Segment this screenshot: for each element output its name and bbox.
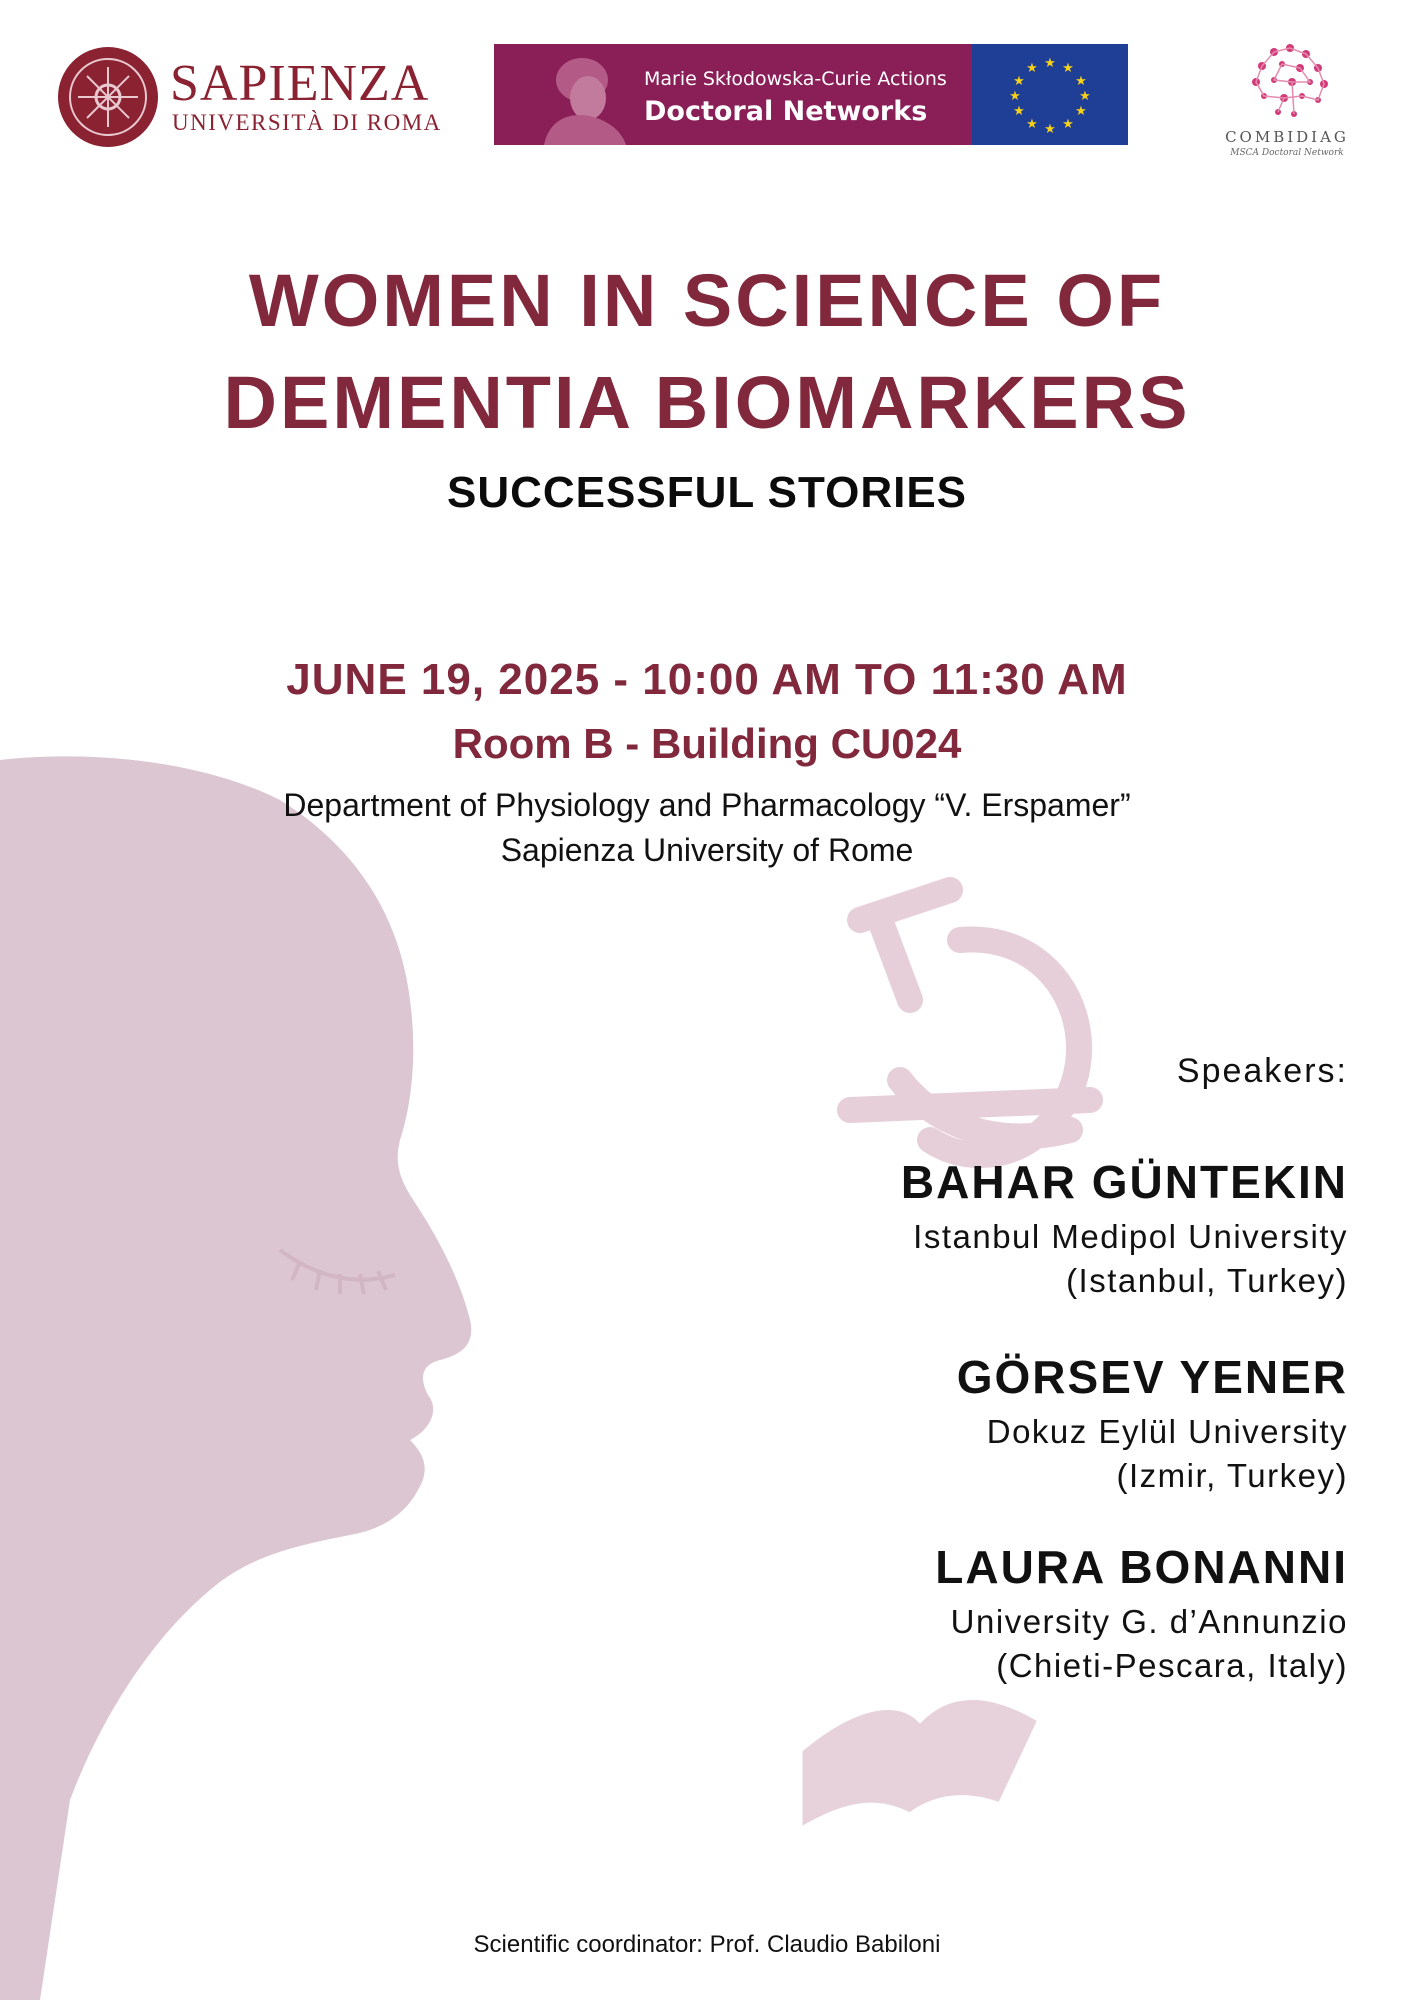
event-department: Department of Physiology and Pharmacology “V. Erspamer” <box>283 787 1131 823</box>
msca-title: Marie Skłodowska-Curie Actions <box>644 68 947 90</box>
microscope-icon <box>850 890 1090 1155</box>
speaker-location: (Chieti-Pescara, Italy) <box>996 1647 1348 1684</box>
title-line-1: WOMEN IN SCIENCE OF <box>248 259 1166 342</box>
speaker-1 <box>901 1155 1348 1303</box>
speaker-location: (Istanbul, Turkey) <box>1066 1262 1348 1299</box>
svg-text:★: ★ <box>1075 74 1087 89</box>
svg-text:★: ★ <box>1062 117 1074 132</box>
sapienza-name: SAPIENZA <box>170 55 430 112</box>
speaker-name: GÖRSEV YENER <box>956 1351 1348 1403</box>
speakers-heading: Speakers: <box>1176 1052 1348 1090</box>
speaker-affiliation: Dokuz Eylül University <box>986 1413 1348 1450</box>
scientific-coordinator: Scientific coordinator: Prof. Claudio Babiloni <box>473 1931 941 1958</box>
speaker-name: LAURA BONANNI <box>935 1541 1348 1593</box>
svg-text:★: ★ <box>1009 89 1021 104</box>
event-university: Sapienza University of Rome <box>500 832 914 868</box>
combidiag-name: COMBIDIAG <box>1225 128 1349 146</box>
svg-text:★: ★ <box>1044 122 1056 137</box>
svg-text:★: ★ <box>1026 61 1038 76</box>
book-icon <box>800 1698 1040 1831</box>
head-silhouette <box>0 756 471 2000</box>
svg-text:★: ★ <box>1044 56 1056 71</box>
svg-text:★: ★ <box>1079 89 1091 104</box>
speaker-3 <box>935 1540 1348 1688</box>
speaker-name: BAHAR GÜNTEKIN <box>900 1156 1348 1208</box>
sapienza-seal-icon <box>56 45 161 150</box>
subtitle: SUCCESSFUL STORIES <box>446 468 968 517</box>
svg-text:★: ★ <box>1026 117 1038 132</box>
event-room: Room B - Building CU024 <box>452 720 962 767</box>
combidiag-network-icon <box>1244 42 1334 124</box>
svg-text:★: ★ <box>1075 104 1087 119</box>
speaker-affiliation: Istanbul Medipol University <box>913 1218 1348 1255</box>
combidiag-subtitle: MSCA Doctoral Network <box>1230 148 1344 158</box>
msca-doctoral-networks-banner <box>494 44 1128 145</box>
speaker-2 <box>957 1350 1348 1498</box>
speaker-affiliation: University G. d’Annunzio <box>950 1603 1348 1640</box>
svg-text:★: ★ <box>1062 61 1074 76</box>
sapienza-subtitle: UNIVERSITÀ DI ROMA <box>172 110 442 135</box>
combidiag-logo <box>1212 40 1362 170</box>
title-line-2: DEMENTIA BIOMARKERS <box>223 361 1191 444</box>
eu-flag-icon <box>972 44 1128 145</box>
svg-text:★: ★ <box>1013 74 1025 89</box>
svg-text:★: ★ <box>1013 104 1025 119</box>
event-date-time: JUNE 19, 2025 - 10:00 AM TO 11:30 AM <box>286 655 1128 704</box>
speaker-location: (Izmir, Turkey) <box>1116 1457 1348 1494</box>
msca-subtitle: Doctoral Networks <box>644 96 928 127</box>
curie-portrait-icon <box>534 50 634 145</box>
